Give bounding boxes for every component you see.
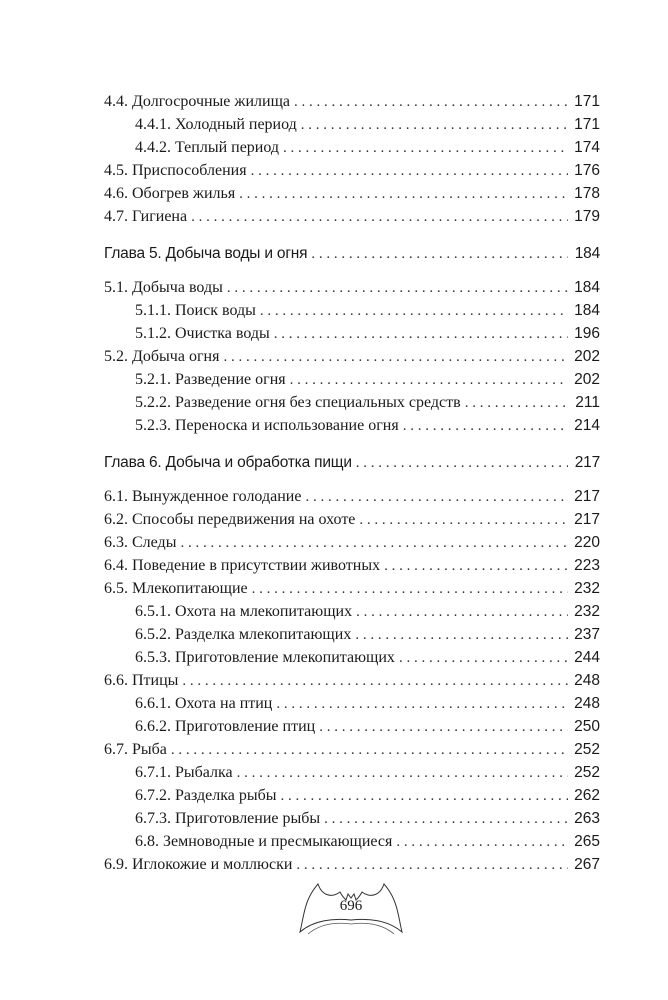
toc-entry-title: 6.3. Следы [104,534,177,551]
toc-entry-page: 252 [574,764,600,781]
dot-leader [290,369,568,392]
toc-entry [104,600,600,623]
dot-leader [319,716,568,739]
dot-leader [251,160,568,183]
toc-entry-page: 179 [574,208,600,225]
toc-entry-title: 5.2. Добыча огня [104,348,220,365]
toc-entry [104,368,600,391]
dot-leader [384,555,568,578]
toc-entry-page: 263 [574,810,600,827]
dot-leader [252,578,568,601]
dot-leader [356,452,568,475]
toc-entry [104,853,600,876]
dot-leader [239,183,568,206]
toc-entry-page: 265 [574,833,600,850]
toc-entry-title: 6.7.3. Приготовление рыбы [135,810,321,827]
dot-leader [281,785,568,808]
toc-chapter-entry [104,451,600,474]
toc-entry [104,554,600,577]
toc-entry [104,205,600,228]
toc-entry [104,784,600,807]
toc-entry-page: 184 [574,245,600,262]
page-number: 696 [339,898,363,914]
toc-entry-title: 4.7. Гигиена [104,208,188,225]
toc-entry-page: 176 [574,162,600,179]
dot-leader [227,277,568,300]
toc-entry-title: 6.7.2. Разделка рыбы [135,787,277,804]
toc-entry-page: 211 [575,394,600,411]
toc-entry-page: 267 [574,856,600,873]
toc-entry-page: 252 [574,741,600,758]
toc-entry-title: 6.9. Иглокожие и моллюски [104,856,293,873]
toc-entry [104,531,600,554]
dot-leader [311,243,568,266]
toc-entry [104,577,600,600]
toc-entry-title: 4.4.1. Холодный период [135,116,297,133]
dot-leader [191,206,568,229]
toc-entry-title: 6.6. Птицы [104,672,179,689]
toc-entry-title: 6.6.2. Приготовление птиц [135,718,316,735]
toc-entry-page: 248 [574,695,600,712]
dot-leader [465,392,568,415]
toc-entry-title: Глава 5. Добыча воды и огня [104,245,308,262]
dot-leader [294,91,568,114]
toc-entry [104,669,600,692]
dot-leader [283,137,568,160]
toc-entry-title: 5.1.1. Поиск воды [135,302,256,319]
toc-entry-page: 232 [574,580,600,597]
toc-entry [104,391,600,414]
dot-leader [305,486,568,509]
toc-entry-page: 217 [574,488,600,505]
toc-entry-title: 6.5.1. Охота на млекопитающих [135,603,353,620]
toc-entry-page: 220 [574,534,600,551]
page-folio [294,876,408,938]
dot-leader [171,739,568,762]
dot-leader [355,624,568,647]
toc-entry-page: 171 [574,116,600,133]
toc-entry [104,623,600,646]
toc-entry-title: 6.5.2. Разделка млекопитающих [135,626,352,643]
toc-entry-page: 184 [574,279,600,296]
toc-entry-title: 5.2.2. Разведение огня без специальных средств [135,394,461,411]
dot-leader [274,323,568,346]
dot-leader [276,693,568,716]
toc-entry [104,113,600,136]
toc-entry-title: 6.4. Поведение в присутствии животных [104,557,381,574]
toc-entry [104,646,600,669]
toc-entry [104,90,600,113]
toc-entry [104,692,600,715]
dot-leader [359,509,568,532]
toc-entry-title: 6.1. Вынужденное голодание [104,488,302,505]
toc-entry-title: 6.6.1. Охота на птиц [135,695,273,712]
toc-entry-page: 202 [574,371,600,388]
toc-entry-title: 6.8. Земноводные и пресмыкающиеся [135,833,393,850]
toc-entry-title: 5.1.2. Очистка воды [135,325,270,342]
toc-chapter-entry [104,242,600,265]
dot-leader [180,532,568,555]
dot-leader [324,808,568,831]
toc-entry-page: 237 [574,626,600,643]
toc-entry-title: 4.5. Приспособления [104,162,247,179]
toc-entry [104,345,600,368]
toc-entry-title: 6.5.3. Приготовление млекопитающих [135,649,395,666]
dot-leader [301,114,568,137]
table-of-contents [104,90,600,876]
toc-entry-title: 4.6. Обогрев жилья [104,185,236,202]
toc-entry-title: 6.5. Млекопитающие [104,580,248,597]
toc-entry [104,807,600,830]
toc-entry [104,715,600,738]
toc-entry [104,182,600,205]
toc-entry [104,299,600,322]
toc-entry [104,136,600,159]
toc-entry-title: 4.4.2. Теплый период [135,139,280,156]
toc-entry [104,276,600,299]
toc-entry-title: 5.2.1. Разведение огня [135,371,286,388]
dot-leader [396,831,568,854]
toc-entry-page: 171 [574,93,600,110]
toc-entry [104,761,600,784]
toc-entry-page: 217 [574,511,600,528]
toc-entry [104,322,600,345]
toc-entry-page: 250 [574,718,600,735]
toc-entry-title: Глава 6. Добыча и обработка пищи [104,454,352,471]
dot-leader [237,762,568,785]
toc-entry [104,508,600,531]
toc-entry-page: 244 [574,649,600,666]
toc-entry [104,159,600,182]
toc-entry [104,830,600,853]
toc-entry-page: 232 [574,603,600,620]
toc-entry-page: 202 [574,348,600,365]
dot-leader [260,300,568,323]
toc-entry-title: 5.1. Добыча воды [104,279,223,296]
toc-entry-page: 196 [574,325,600,342]
dot-leader [296,854,568,877]
toc-entry-page: 217 [574,454,600,471]
toc-entry-page: 248 [574,672,600,689]
toc-entry-title: 4.4. Долгосрочные жилища [104,93,290,110]
dot-leader [182,670,568,693]
toc-entry-page: 262 [574,787,600,804]
dot-leader [356,601,568,624]
toc-entry [104,485,600,508]
dot-leader [403,415,568,438]
toc-entry-page: 178 [574,185,600,202]
toc-entry-title: 6.2. Способы передвижения на охоте [104,511,356,528]
dot-leader [223,346,568,369]
toc-entry-title: 5.2.3. Переноска и использование огня [135,417,399,434]
toc-entry-page: 184 [574,302,600,319]
toc-entry [104,414,600,437]
toc-entry-title: 6.7.1. Рыбалка [135,764,233,781]
toc-entry-title: 6.7. Рыба [104,741,167,758]
toc-entry [104,738,600,761]
toc-entry-page: 174 [574,139,600,156]
toc-entry-page: 214 [574,417,600,434]
toc-entry-page: 223 [574,557,600,574]
dot-leader [399,647,568,670]
